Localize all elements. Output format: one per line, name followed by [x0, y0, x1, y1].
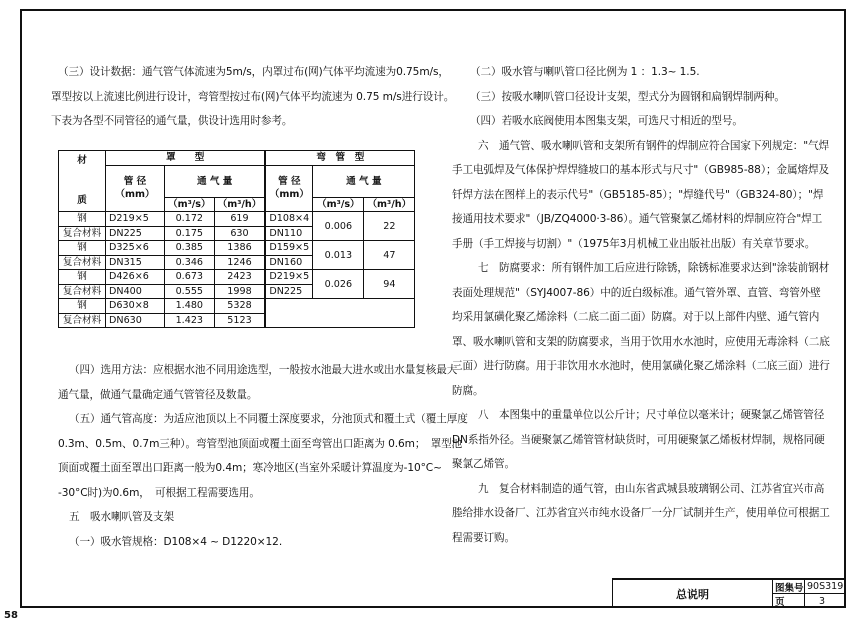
table-row: 复合材料 DN315 0.346 1246 DN160 [59, 255, 415, 270]
section-six: 六 通气管、吸水喇叭管和支架所有钢件的焊制应符合国家下列规定："气焊手工电弧焊及气体保护焊焊缝坡口的基本形式与尺寸"（GB985-88）；金属熔焊及钎焊方法在图样上的表示代号"（GB5185-85）；"焊缝代号"（GB324-80）；"焊接通用技术要求"（JB/ZQ4000·3-86）。通气管聚氯乙烯材料的焊制应符合"焊工手册（手工焊接与切割）"（1975年3月机械工业出版社出版）有关章节要求。 [452, 139, 830, 250]
section-eight: 八 本图集中的重量单位以公斤计；尺寸单位以毫米计；硬聚氯乙烯管管径DN系指外径。当硬聚氯乙烯管管材缺货时，可用硬聚氯乙烯板材焊制，规格同硬聚氯乙烯管。 [452, 409, 825, 470]
hood-diameter-header: 管 径 （mm） [106, 165, 165, 212]
atlas-value: 90S319 [807, 581, 844, 592]
table-row: 复合材料 DN400 0.555 1998 DN225 [59, 284, 415, 299]
bend-flow-header: 通 气 量 [313, 165, 415, 197]
table-row: 钢 D630×8 1.480 5328 [59, 299, 415, 314]
right-column: （二）吸水管与喇叭管口径比例为 1 ：1.3~ 1.5. （三）按吸水喇叭管口径设计支架，型式分为圆钢和扁钢焊制两种。 （四）若吸水底阀使用本图集支架，可选尺寸相近的型号。 六 通气管、吸水喇叭管和支架所有钢件的焊制应符合国家下列规定："气焊手工电弧焊及气体保护焊焊缝坡口的基本形式与尺寸"（GB985-88）；金属熔焊及钎焊方法在图样上的表示代号"（GB5185-85）；"焊缝代号"（GB324-80）；"焊接通用技术要求"（JB/ZQ4000·3-86）。通气管聚氯乙烯材料的焊制应符合"焊工手册（手工焊接与切割）"（1975年3月机械工业出版社出版）有关章节要求。 七 防腐要求：所有钢件加工后应进行除锈，除锈标准要求达到"涂装前钢材表面处理规范"（SYJ4007-86）中的近白级标准。通气管外罩、直管、弯管外壁均采用氯磺化聚乙烯涂料（二底二面二面）防腐。对于以上部件内壁、通气管内罩、吸水喇叭管和支架的防腐要求，当用于饮用水水池时，应使用无毒涂料（二底三面）进行防腐。用于非饮用水水池时，使用氯磺化聚乙烯涂料（二底三面）进行防腐。 八 本图集中的重量单位以公斤计；尺寸单位以毫米计；硬聚氯乙烯管管径DN系指外径。当硬聚氯乙烯管管材缺货时，可用硬聚氯乙烯板材焊制，规格同硬聚氯乙烯管。 九 复合材料制造的通气管，由山东省武城县玻璃钢公司、江苏省宜兴市高塍给排水设备厂、江苏省宜兴市纯水设备厂一分厂试制并生产，使用单位可根据工程需要订购。 [458, 60, 830, 550]
drawing-title: 总说明 [613, 580, 773, 608]
table-row: 钢 D325×6 0.385 1386 D159×5 0.013 47 [59, 241, 415, 256]
design-data-line-1: （三）设计数据：通气管气体流速为5m/s，内罩过布(网)气体平均流速为0.75m/s， [58, 66, 449, 78]
unit-m3h: （m³/h） [214, 197, 265, 212]
bend-diameter-header: 管 径 （mm） [265, 165, 313, 212]
hood-flow-header: 通 气 量 [165, 165, 266, 197]
ventilation-table [58, 150, 415, 328]
design-data-line-2: 罩型按以上流速比例进行设计，弯管型按过布(网)气体平均流速为 0.75 m/s进行设计。 [51, 90, 455, 103]
section-seven: 七 防腐要求：所有钢件加工后应进行除锈，除锈标准要求达到"涂装前钢材表面处理规范"（SYJ4007-86）中的近白级标准。通气管外罩、直管、弯管外壁均采用氯磺化聚乙烯涂料（二底二面二面）防腐。对于以上部件内壁、通气管内罩、吸水喇叭管和支架的防腐要求，当用于饮用水水池时，应使用无毒涂料（二底三面）进行防腐。用于非饮用水水池时，使用氯磺化聚乙烯涂料（二底三面）进行防腐。 [452, 262, 830, 397]
page-number: 58 [4, 610, 18, 621]
bend-type-header: 弯 管 型 [265, 151, 415, 166]
unit-m3h: （m³/h） [364, 197, 415, 212]
table-row: 钢 D219×5 0.172 619 D108×4 0.006 22 [59, 212, 415, 227]
table-row: 复合材料 DN630 1.423 5123 [59, 313, 415, 328]
col-material: 材 质 [59, 151, 106, 212]
title-block [612, 578, 845, 608]
hood-type-header: 罩 型 [106, 151, 266, 166]
left-column [51, 60, 455, 134]
table-row: 复合材料 DN225 0.175 630 DN110 [59, 226, 415, 241]
page-value: 3 [819, 595, 826, 607]
left-column-lower: （四）选用方法：应根据水池不同用途选型，一般按水池最大进水或出水量复核最大 通气量，做通气量确定通气管管径及数量。 （五）通气管高度：为适应池顶以上不同覆土深度要求，分池顶式和覆土式（覆土厚度 0.3m、0.5m、0.7m三种）。弯管型池顶面或覆土面至弯管出口距离为 0.6m； 罩型池 顶面或覆土面至罩出口距离一般为0.4m；寒冷地区(当室外采暖计算温度为-10°C~ -30°C时)为0.6m， 可根据工程需要选用。 五 吸水喇叭管及支架 （一）吸水管规格：D108×4 ~ D1220×12. [58, 364, 468, 548]
table-row: 钢 D426×6 0.673 2423 D219×5 0.026 94 [59, 270, 415, 285]
unit-m3s: （m³/s） [313, 197, 364, 212]
unit-m3s: （m³/s） [165, 197, 215, 212]
section-nine: 九 复合材料制造的通气管，由山东省武城县玻璃钢公司、江苏省宜兴市高塍给排水设备厂、江苏省宜兴市纯水设备厂一分厂试制并生产，使用单位可根据工程需要订购。 [452, 482, 830, 544]
page-label: 页 [773, 594, 805, 608]
atlas-label: 图集号 [773, 580, 805, 594]
design-data-line-3: 下表为各型不同管径的通气量，供设计选用时参考。 [51, 115, 293, 127]
section-five-heading: 五 吸水喇叭管及支架 [69, 511, 174, 523]
